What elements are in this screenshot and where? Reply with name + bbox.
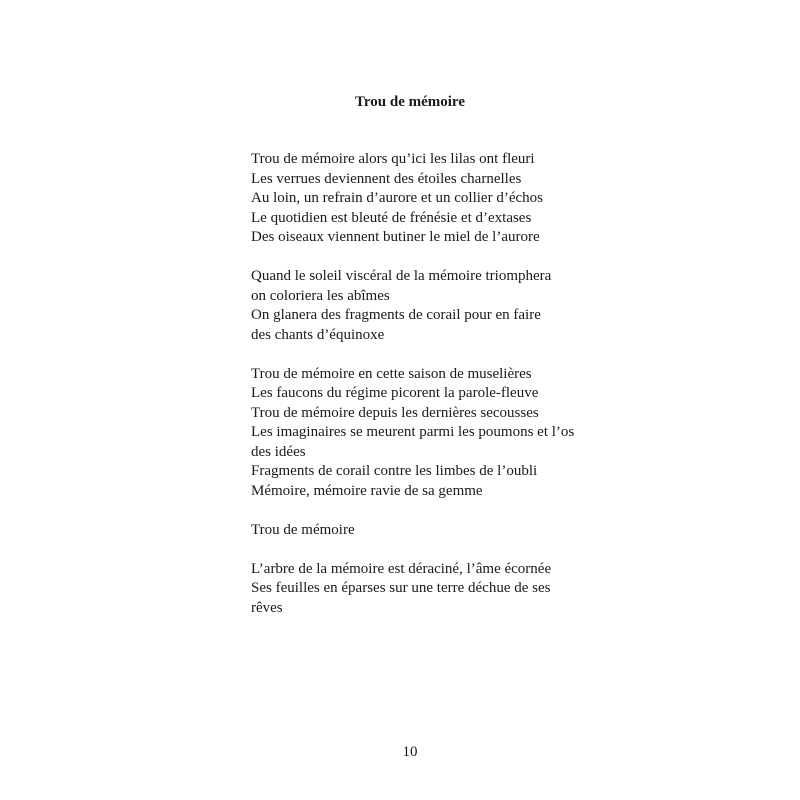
stanza [251, 150, 591, 248]
poem-line: Les imaginaires se meurent parmi les poumons et l’os [251, 424, 575, 440]
poem-line: L’arbre de la mémoire est déraciné, l’âme écornée [251, 560, 552, 577]
poem-line: Trou de mémoire en cette saison de muselières [251, 365, 532, 382]
poem-line: Le quotidien est bleuté de frénésie et d’extases [251, 209, 532, 226]
poem-body [251, 150, 591, 638]
page-number: 10 [402, 744, 418, 760]
poem-line: Mémoire, mémoire ravie de sa gemme [251, 482, 483, 499]
poem-title: Trou de mémoire [355, 94, 465, 110]
poem-line: On glanera des fragments de corail pour en faire [251, 307, 541, 323]
stanza [251, 267, 591, 345]
poem-line: Trou de mémoire depuis les dernières secousses [251, 404, 539, 421]
poem-line: Quand le soleil viscéral de la mémoire triomphera [251, 268, 552, 284]
poem-line: Les verrues deviennent des étoiles charnelles [251, 170, 522, 187]
poem-line: Trou de mémoire alors qu’ici les lilas ont fleuri [251, 151, 535, 167]
poem-line: Au loin, un refrain d’aurore et un collier d’échos [251, 190, 543, 206]
stanza [251, 521, 591, 541]
poem-line: Des oiseaux viennent butiner le miel de l’aurore [251, 229, 540, 245]
stanza [251, 365, 591, 502]
poem-line: des idées [251, 443, 306, 460]
poem-line: Fragments de corail contre les limbes de l’oubli [251, 463, 538, 479]
poem-line: Ses feuilles en éparses sur une terre déchue de ses [251, 580, 551, 596]
poem-line: Trou de mémoire [251, 521, 355, 538]
poem-line: des chants d’équinoxe [251, 326, 385, 343]
poem-line: Les faucons du régime picorent la parole-fleuve [251, 385, 539, 401]
poem-line: rêves [251, 599, 283, 616]
poem-line: on coloriera les abîmes [251, 287, 390, 304]
stanza [251, 560, 591, 619]
